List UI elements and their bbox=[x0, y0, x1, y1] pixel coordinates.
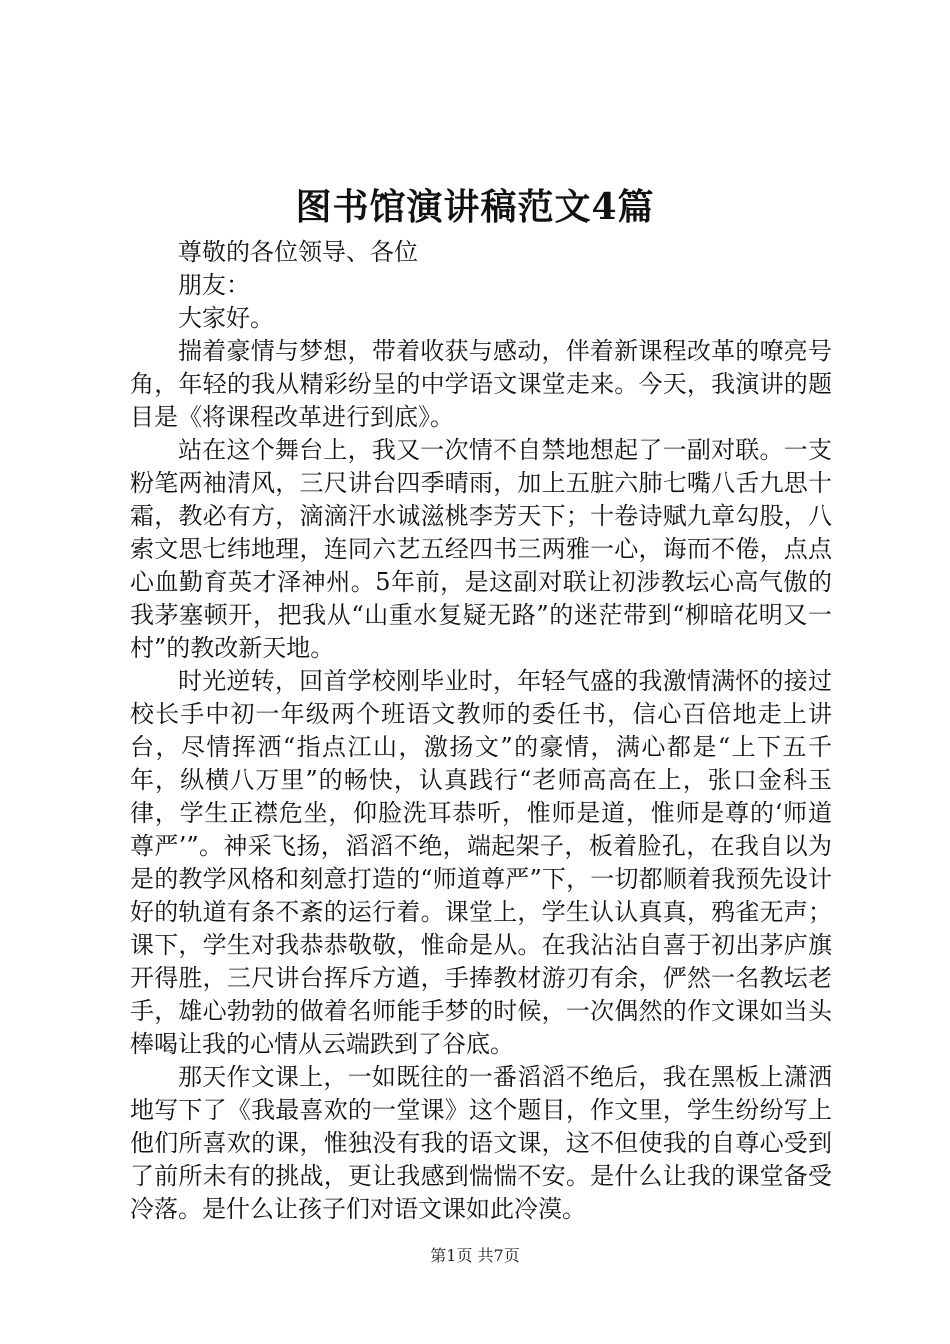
paragraph-salutation-cont: 朋友： bbox=[178, 271, 250, 299]
paragraph-greeting: 大家好。 bbox=[178, 304, 274, 332]
page-number-footer: 第1页 共7页 bbox=[430, 1246, 520, 1265]
paragraph-salutation: 尊敬的各位领导、各位 bbox=[178, 238, 418, 266]
document-title: 图书馆演讲稿范文4篇 bbox=[295, 186, 655, 228]
paragraph-memory: 时光逆转，回首学校刚毕业时，年轻气盛的我激情满怀的接过校长手中初一年级两个班语文教师的委任书，信心百倍地走上讲台，尽情挥洒“指点江山，激扬文”的豪情，满心都是“上下五千年，纵横八万里”的畅快，认真践行“老师高高在上，张口金科玉律，学生正襟危坐，仰脸洗耳恭听，惟师是道，惟师是尊的‘师道尊严’”。神采飞扬，滔滔不绝，端起架子，板着脸孔，在我自以为是的教学风格和刻意打造的“师道尊严”下，一切都顺着我预先设计好的轨道有条不紊的运行着。课堂上，学生认认真真，鸦雀无声；课下，学生对我恭恭敬敬，惟命是从。在我沾沾自喜于初出茅庐旗开得胜，三尺讲台挥斥方遒，手捧教材游刃有余，俨然一名教坛老手，雄心勃勃的做着名师能手梦的时候，一次偶然的作文课如当头棒喝让我的心情从云端跌到了谷底。 bbox=[130, 667, 832, 1058]
paragraph-composition-class: 那天作文课上，一如既往的一番滔滔不绝后，我在黑板上潇洒地写下了《我最喜欢的一堂课》这个题目，作文里，学生纷纷写上他们所喜欢的课，惟独没有我的语文课，这不但使我的自尊心受到了前所未有的挑战，更让我感到惴惴不安。是什么让我的课堂备受冷落。是什么让孩子们对语文课如此冷漠。 bbox=[130, 1063, 832, 1223]
paragraph-intro: 揣着豪情与梦想，带着收获与感动，伴着新课程改革的嘹亮号角，年轻的我从精彩纷呈的中学语文课堂走来。今天，我演讲的题目是《将课程改革进行到底》。 bbox=[130, 337, 832, 431]
paragraph-couplet: 站在这个舞台上，我又一次情不自禁地想起了一副对联。一支粉笔两袖清风，三尺讲台四季晴雨，加上五脏六肺七嘴八舌九思十霜，教必有方，滴滴汗水诚滋桃李芳天下；十卷诗赋九章勾股，八索文思七纬地理，连同六艺五经四书三两雅一心，诲而不倦，点点心血勤育英才泽神州。5年前，是这副对联让初涉教坛心高气傲的我茅塞顿开，把我从“山重水复疑无路”的迷茫带到“柳暗花明又一村”的教改新天地。 bbox=[130, 436, 832, 662]
document-body bbox=[130, 236, 832, 1226]
